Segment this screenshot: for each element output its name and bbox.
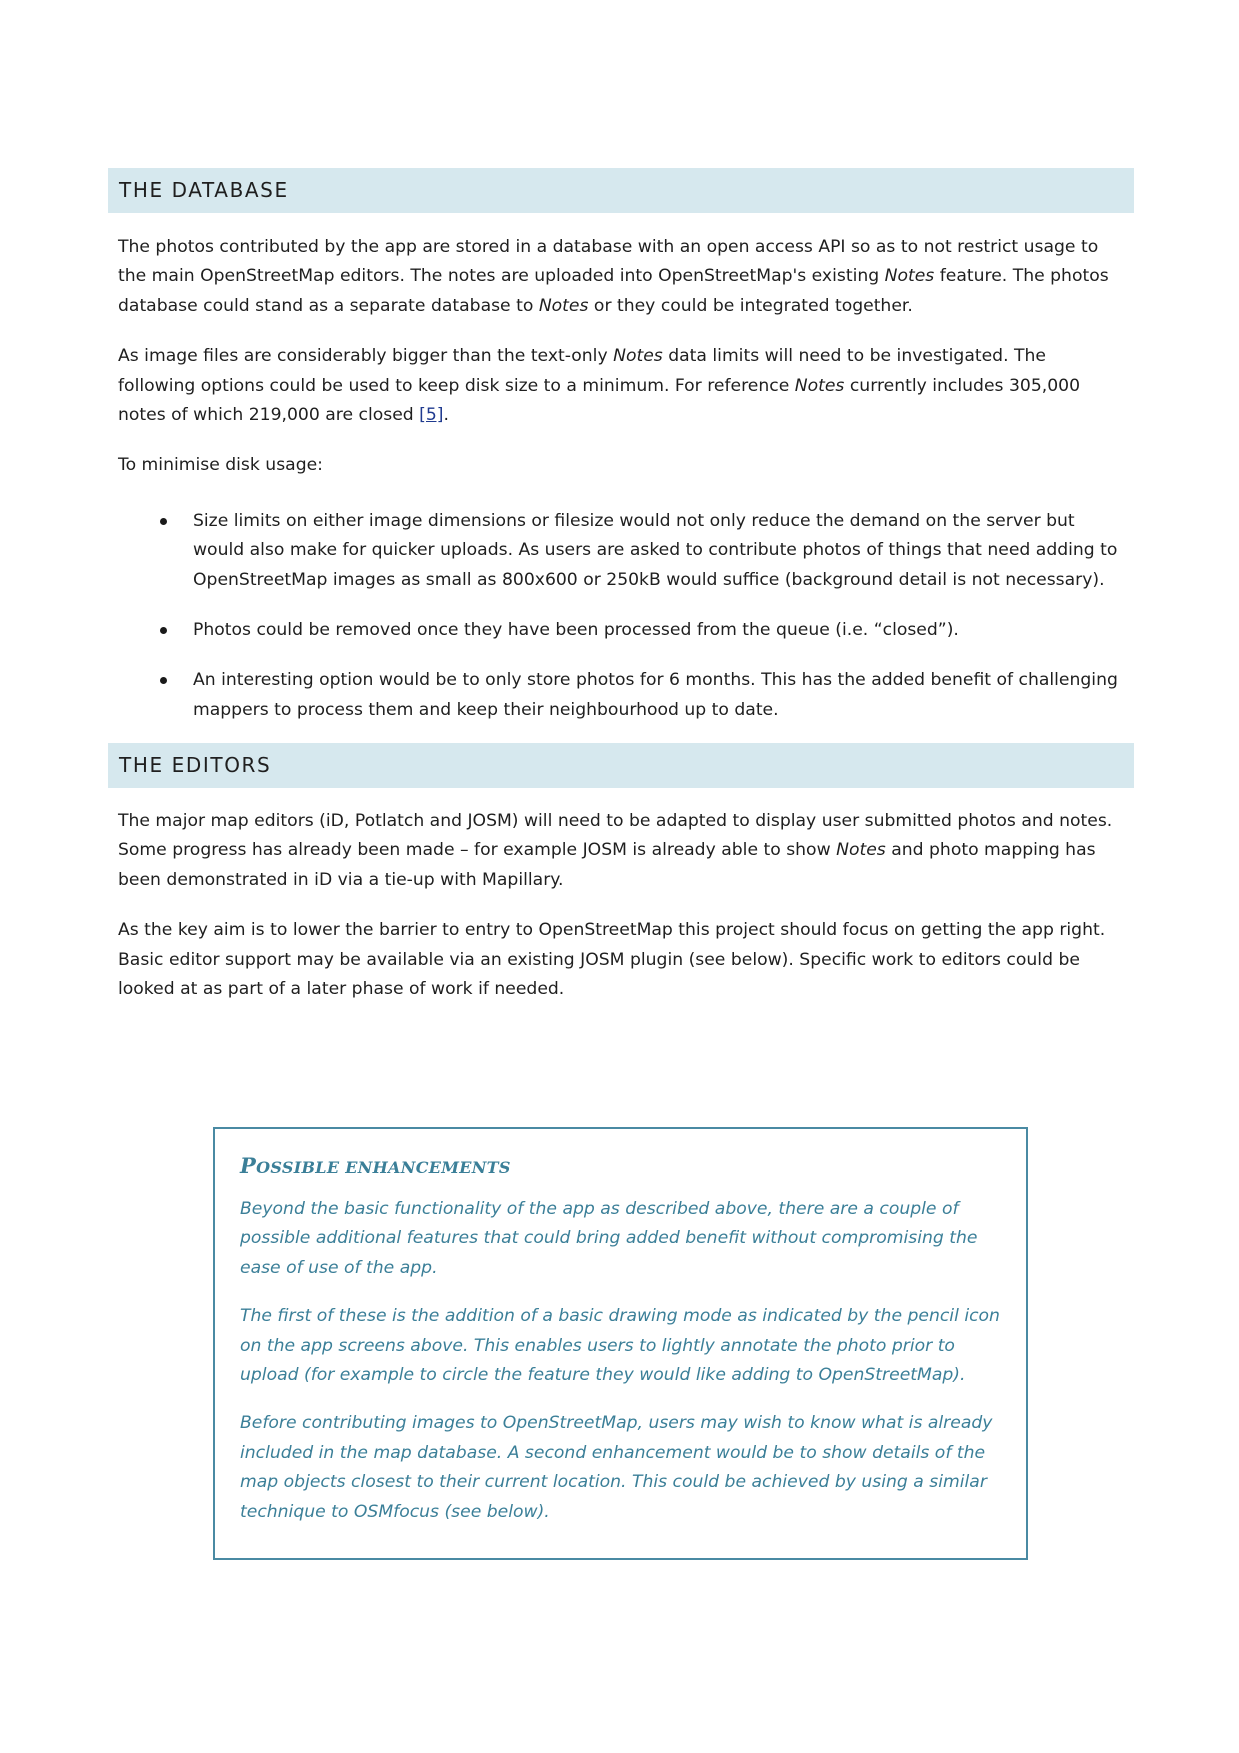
reference-link-5[interactable]: [5]: [419, 405, 444, 426]
database-section: [118, 233, 1128, 746]
bullet-icon: [160, 677, 167, 684]
bullet-icon: [160, 518, 167, 525]
list-item: Photos could be removed once they have been processed from the queue (i.e. “closed”).: [118, 616, 1128, 645]
editors-heading: THE EDITORS: [108, 743, 1134, 788]
list-item: An interesting option would be to only store photos for 6 months. This has the added benefit of challenging mappers to process them and keep their neighbourhood up to date.: [118, 666, 1128, 725]
disk-usage-list: [118, 507, 1128, 725]
editors-paragraph-2: As the key aim is to lower the barrier to entry to OpenStreetMap this project should focus on getting the app right. Basic editor support may be available via an existing JOSM plugin (see below). Specific work to editors could be looked at as part of a later phase of work if needed.: [118, 920, 1106, 1000]
editors-section: [118, 807, 1128, 1025]
enhancements-title: POSSIBLE ENHANCEMENTS: [240, 1153, 511, 1178]
editors-paragraph-1: The major map editors (iD, Potlatch and JOSM) will need to be adapted to display user submitted photos and notes. Some progress has already been made – for example JOSM is already able to show Notes and photo mapping has been demonstrated in iD via a tie-up with Mapillary.: [118, 811, 1113, 890]
enhancements-paragraph-2: The first of these is the addition of a basic drawing mode as indicated by the pencil icon on the app screens above. This enables users to lightly annotate the photo prior to upload (for example to circle the feature they would like adding to OpenStreetMap).: [240, 1306, 1000, 1386]
database-paragraph-2: As image files are considerably bigger than the text-only Notes data limits will need to be investigated. The following options could be used to keep disk size to a minimum. For reference Notes currently includes 305,000 notes of which 219,000 are closed [5].: [118, 346, 1081, 426]
enhancements-callout: [213, 1127, 1028, 1560]
bullet-icon: [160, 627, 167, 634]
database-paragraph-3: To minimise disk usage:: [118, 455, 323, 476]
list-item: Size limits on either image dimensions or filesize would not only reduce the demand on the server but would also make for quicker uploads. As users are asked to contribute photos of things that need adding to OpenStreetMap images as small as 800x600 or 250kB would suffice (background detail is not necessary).: [118, 507, 1128, 595]
enhancements-paragraph-1: Beyond the basic functionality of the app as described above, there are a couple of possible additional features that could bring added benefit without compromising the ease of use of the app.: [240, 1199, 978, 1278]
enhancements-paragraph-3: Before contributing images to OpenStreetMap, users may wish to know what is already included in the map database. A second enhancement would be to show details of the map objects closest to their current location. This could be achieved by using a similar technique to OSMfocus (see below).: [240, 1413, 993, 1522]
database-heading: THE DATABASE: [108, 168, 1134, 213]
database-paragraph-1: The photos contributed by the app are stored in a database with an open access API so as to not restrict usage to the main OpenStreetMap editors. The notes are uploaded into OpenStreetMap's existing Notes feature. The photos database could stand as a separate database to Notes or they could be integrated together.: [118, 237, 1109, 316]
